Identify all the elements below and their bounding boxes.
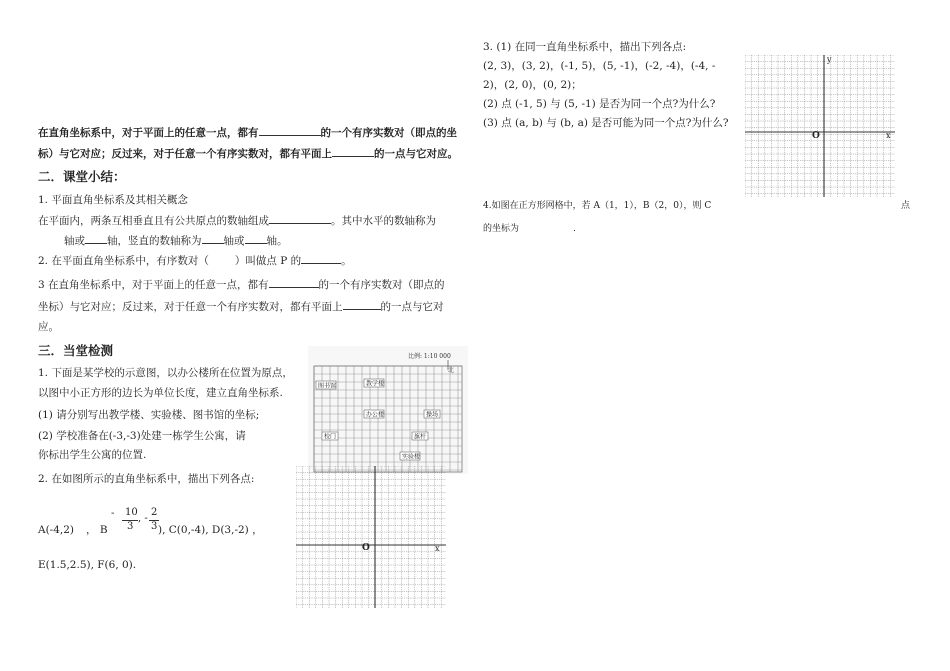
frac-separator: , -: [138, 513, 148, 524]
s2-item3-line3: 应。: [38, 321, 59, 333]
bold-para-line2: [38, 146, 458, 161]
bold-para-line1: [38, 125, 457, 140]
blank[interactable]: [301, 253, 341, 264]
q4-point-word: 点: [901, 201, 911, 211]
s2-item2: [38, 253, 352, 268]
s2-item3-line2: [38, 299, 444, 314]
blank[interactable]: [269, 213, 331, 224]
q3-line1: 3. (1) 在同一直角坐标系中，描出下列各点:: [483, 41, 687, 53]
x-axis-label: x: [886, 131, 891, 140]
text: 。: [341, 255, 352, 267]
map-library: 图书馆: [318, 382, 337, 390]
map-office: 办公楼: [366, 411, 385, 419]
map-north: 北: [448, 367, 455, 374]
x-axis-label: x: [435, 544, 440, 553]
q1-line3: (1) 请分别写出教学楼、实验楼、图书馆的坐标;: [38, 409, 260, 421]
s2-item1: 1. 平面直角坐标系及其相关概念: [38, 194, 188, 206]
s2-line3: [38, 233, 288, 248]
text: 2. 在平面直角坐标系中，有序数对（: [38, 255, 209, 267]
q2-point-a: A(-4,2): [38, 524, 75, 536]
q1-line5: 你标出学生公寓的位置.: [38, 449, 147, 461]
q4-line1: 4.如图在正方形网格中，若 A（1，1），B（2，0），则 C: [483, 201, 712, 211]
blank[interactable]: [259, 125, 321, 136]
blank[interactable]: [332, 146, 374, 157]
blank[interactable]: [343, 299, 381, 310]
text: 标）与它对应；反过来，对于任意一个有序实数对，都有平面上: [38, 148, 332, 160]
q2-point-b-label: ， B: [86, 524, 108, 536]
origin-label: O: [362, 543, 370, 553]
q3-line5: (3) 点 (a, b) 与 (b, a) 是否可能为同一个点?为什么?: [483, 117, 729, 129]
map-gate: 校门: [324, 433, 337, 441]
text: 轴或: [64, 235, 85, 247]
text: 轴，竖直的数轴称为: [107, 235, 202, 247]
text: 的坐标为: [483, 224, 520, 234]
map-teaching: 教学楼: [366, 380, 385, 388]
map-lab: 实验楼: [402, 453, 421, 461]
q2-points-e-f: E(1.5,2.5), F(6, 0).: [38, 559, 137, 571]
text: 的一个有序实数对（即点的坐: [320, 127, 457, 139]
frac-neg-sign: -: [111, 508, 115, 519]
y-axis-label: y: [827, 55, 832, 64]
text: 轴。: [266, 235, 288, 247]
frac-b-denominator: 3: [151, 521, 158, 532]
text: 的一点与它对: [380, 301, 444, 313]
map-flagpole: 旗杆: [414, 433, 427, 441]
text: 在平面内，两条互相垂直且有公共原点的数轴组成: [38, 215, 269, 227]
school-map-figure: [308, 346, 468, 474]
left-coordinate-grid: [296, 466, 448, 608]
q1-line1: 1. 下面是某学校的示意图，以办公楼所在位置为原点，: [38, 367, 293, 379]
origin-label: O: [812, 131, 820, 141]
q3-line3: 2)，(2, 0)，(0, 2)；: [483, 79, 582, 91]
q1-line4: (2) 学校准备在(-3,-3)处建一栋学生公寓，请: [38, 430, 246, 442]
q1-line2: 以图中小正方形的边长为单位长度，建立直角坐标系.: [38, 387, 283, 399]
text: 在直角坐标系中，对于平面上的任意一点，都有: [38, 127, 259, 139]
text: ）叫做点 P 的: [234, 255, 302, 267]
q2-line1: 2. 在如图所示的直角坐标系中，描出下列各点:: [38, 473, 255, 485]
s2-line2: [38, 213, 436, 228]
blank[interactable]: [202, 233, 224, 244]
text: 3 在直角坐标系中，对于平面上的任意一点，都有: [38, 279, 269, 291]
frac-b-numerator: 2: [151, 507, 158, 518]
text: 坐标）与它对应；反过来，对于任意一个有序实数对，都有平面上: [38, 301, 343, 313]
section2-title: 二．课堂小结：: [38, 169, 126, 184]
text: .: [573, 224, 576, 234]
right-coordinate-grid: [745, 55, 897, 197]
q3-line2: (2, 3)，(3, 2)，(-1, 5)，(5, -1)，(-2, -4)，(-4, -: [483, 60, 716, 72]
q4-line2: [483, 222, 576, 236]
map-playground: 操场: [426, 411, 439, 419]
frac-a-denominator: 3: [127, 521, 134, 532]
section3-title: 三．当堂检测: [38, 343, 114, 358]
text: 的一点与它对应。: [374, 148, 458, 160]
map-scale: 比例: 1:10 000: [408, 353, 451, 360]
text: 的一个有序实数对（即点的: [318, 279, 445, 291]
blank[interactable]: [85, 233, 107, 244]
q2-points-c-d: ), C(0,-4), D(3,-2) ，: [158, 524, 263, 536]
q3-line4: (2) 点 (-1, 5) 与 (5, -1) 是否为同一个点?为什么?: [483, 98, 716, 110]
s2-item3-line1: [38, 277, 445, 292]
text: 轴或: [223, 235, 245, 247]
blank[interactable]: [269, 277, 319, 288]
frac-a-numerator: 10: [125, 507, 138, 518]
text: 。其中水平的数轴称为: [331, 215, 436, 227]
blank[interactable]: [245, 233, 267, 244]
